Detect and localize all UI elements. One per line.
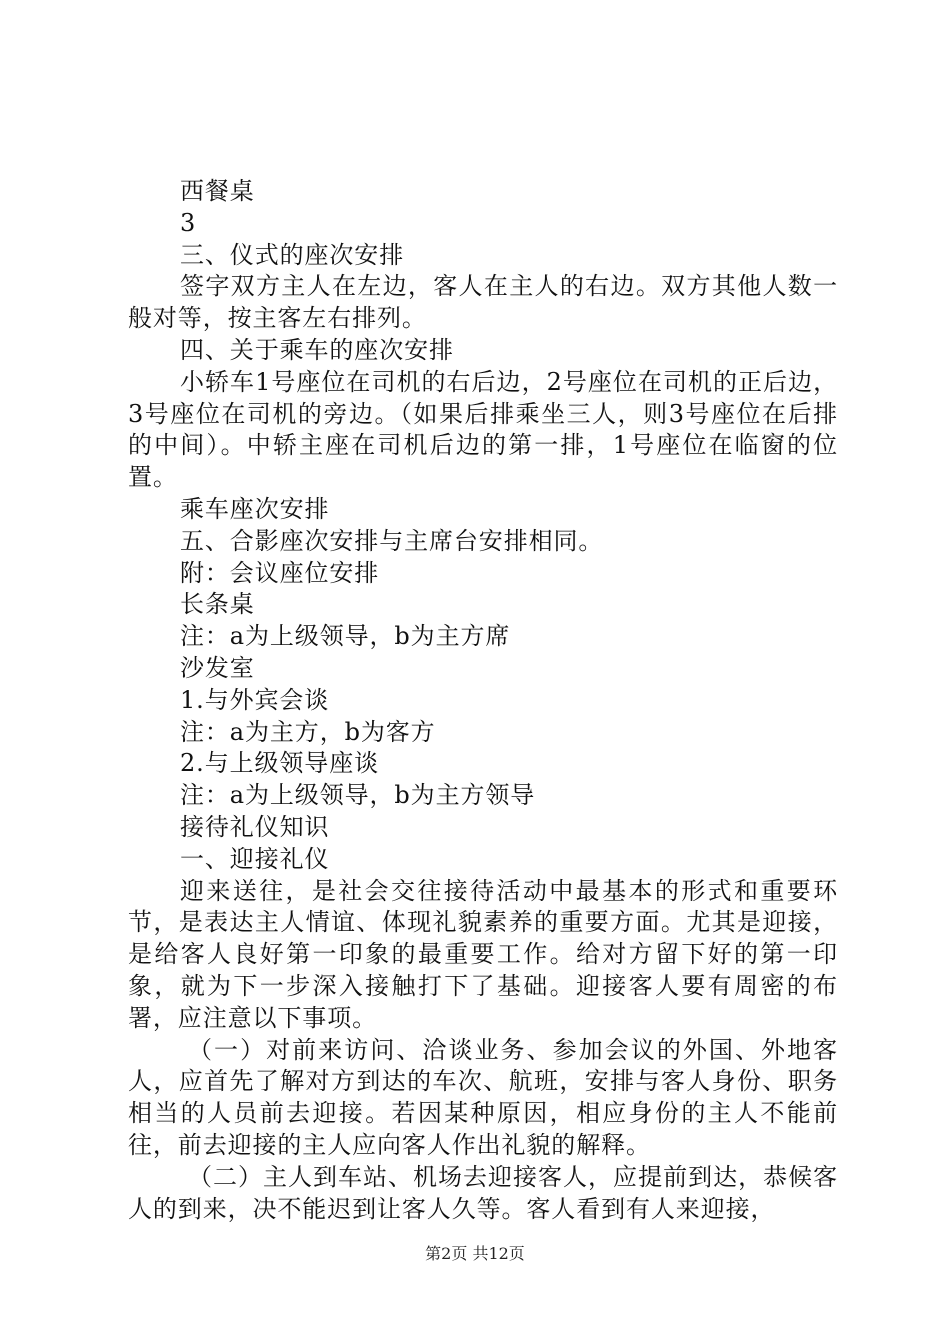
document-body [128,176,838,1225]
paragraph-item-one: （一）对前来访问、洽谈业务、参加会议的外国、外地客人，应首先了解对方到达的车次、航班，安排与客人身份、职务相当的人员前去迎接。若因某种原因，相应身份的主人不能前往，前去迎接的主人应向客人作出礼貌的解释。 [128,1035,838,1159]
heading-appendix-meeting-seating: 附：会议座位安排 [180,558,380,587]
paragraph-item-two: （二）主人到车站、机场去迎接客人，应提前到达，恭候客人的到来，决不能迟到让客人久等。客人看到有人来迎接， [128,1162,838,1223]
heading-photo-seating: 五、合影座次安排与主席台安排相同。 [180,526,604,555]
note-superior-leaders: 注：a为上级领导，b为主方领导 [180,781,536,810]
heading-welcome-etiquette: 一、迎接礼仪 [180,844,330,873]
caption-car-seating: 乘车座次安排 [180,494,330,523]
caption-sofa-room: 沙发室 [180,653,255,682]
paragraph-welcome-intro: 迎来送往，是社会交往接待活动中最基本的形式和重要环节，是表达主人情谊、体现礼貌素养的重要方面。尤其是迎接，是给客人良好第一印象的最重要工作。给对方留下好的第一印象，就为下一步深入接触打下了基础。迎接客人要有周密的布署，应注意以下事项。 [128,876,838,1032]
subheading-superior-leaders: 2.与上级领导座谈 [180,749,379,778]
paragraph-number-3: 3 [180,208,197,237]
page-footer: 第2页 共12页 [425,1244,525,1263]
heading-car-seating: 四、关于乘车的座次安排 [180,335,454,364]
paragraph-car-seating: 小轿车1号座位在司机的右后边，2号座位在司机的正后边，3号座位在司机的旁边。（如果后排乘坐三人，则3号座位在后排的中间）。中轿主座在司机后边的第一排，1号座位在临窗的位置。 [128,367,838,492]
heading-ceremony-seating: 三、仪式的座次安排 [180,240,405,269]
note-foreign-guests: 注：a为主方，b为客方 [180,717,436,746]
paragraph-signing-seating: 签字双方主人在左边，客人在主人的右边。双方其他人数一般对等，按主客左右排列。 [128,272,838,333]
note-long-table: 注：a为上级领导，b为主方席 [180,622,511,651]
subheading-foreign-guests: 1.与外宾会谈 [180,685,330,714]
caption-long-table: 长条桌 [180,590,255,619]
heading-reception-etiquette: 接待礼仪知识 [180,812,330,841]
paragraph-western-table: 西餐桌 [180,177,255,205]
